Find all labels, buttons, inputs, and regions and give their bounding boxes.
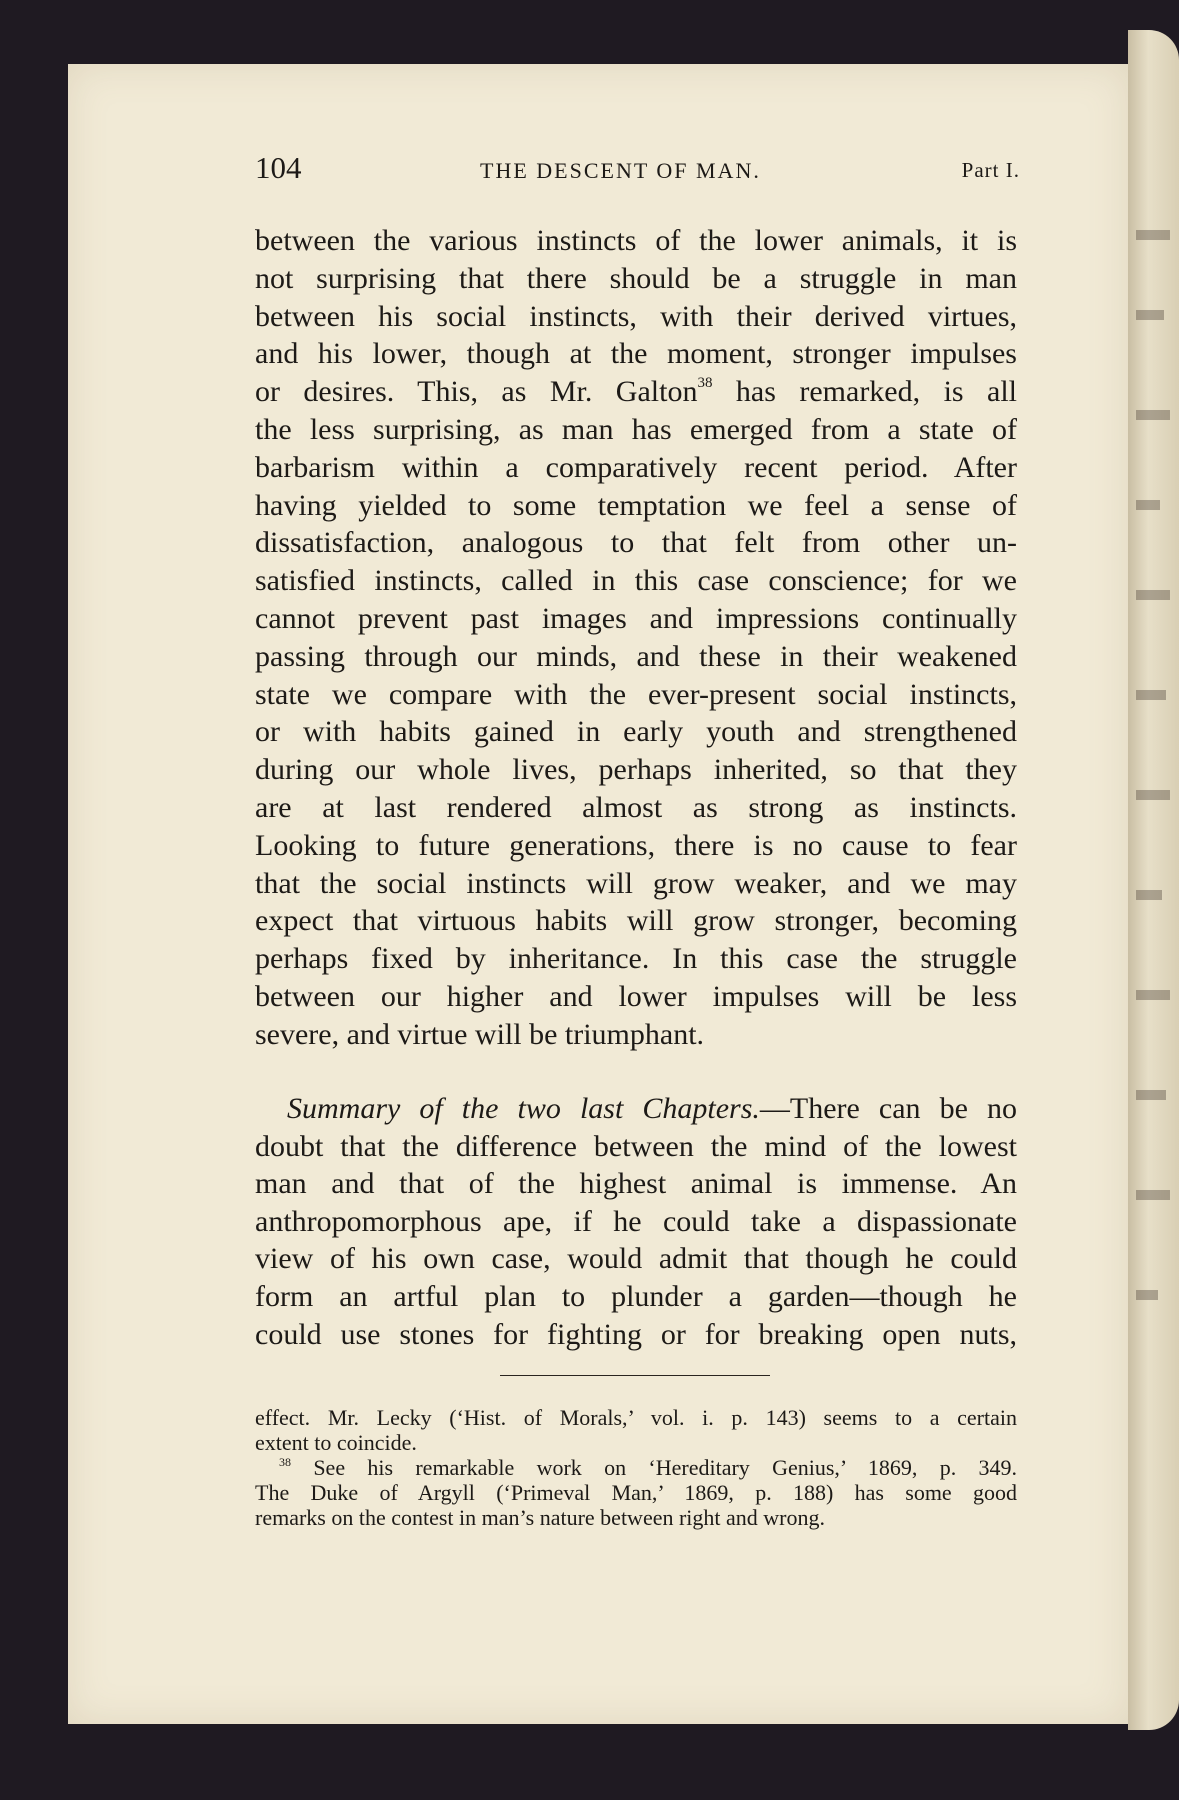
text-line: that the social instincts will grow weaker, and we may — [255, 866, 1017, 900]
text-line: satisfied instincts, called in this case conscience; for we — [255, 564, 1017, 598]
page-header — [190, 90, 1020, 185]
footnote-38-first-line — [255, 1455, 1017, 1480]
footnote-line: effect. Mr. Lecky (‘Hist. of Morals,’ vol. i. p. 143) seems to a certain — [255, 1405, 1017, 1430]
text-line: between his social instincts, with their derived virtues, — [255, 299, 1017, 333]
text-line: perhaps fixed by inheritance. In this case the struggle — [255, 942, 1017, 976]
text-line: view of his own case, would admit that though he could — [255, 1242, 1017, 1276]
text-fragment: See his remarkable work on ‘Hereditary Genius,’ 1869, p. 349. — [313, 1455, 1018, 1480]
text-line: expect that virtuous habits will grow stronger, becoming — [255, 904, 1017, 938]
text-fragment: —There can be no — [759, 1092, 1017, 1125]
text-line-galton — [255, 373, 1017, 411]
text-line: between our higher and lower impulses will be less — [255, 979, 1017, 1013]
footnote-line: The Duke of Argyll (‘Primeval Man,’ 1869, p. 188) has some good — [255, 1480, 1017, 1505]
footnote-divider — [500, 1375, 770, 1376]
text-fragment: or desires. This, as Mr. Galton — [255, 375, 698, 409]
text-line: Looking to future generations, there is no cause to fear — [255, 828, 1017, 862]
footnote-line: extent to coincide. — [255, 1430, 417, 1455]
text-line: cannot prevent past images and impressions continually — [255, 601, 1017, 635]
summary-paragraph — [255, 1090, 1017, 1353]
text-line: having yielded to some temptation we feel a sense of — [255, 488, 1017, 522]
part-label: Part I. — [961, 158, 1020, 182]
text-line: state we compare with the ever-present social instincts, — [255, 677, 1017, 711]
text-line: between the various instincts of the lower animals, it is — [255, 224, 1017, 257]
running-title: THE DESCENT OF MAN. — [480, 158, 761, 183]
text-line: severe, and virtue will be triumphant. — [255, 1017, 705, 1051]
text-line: the less surprising, as man has emerged from a state of — [255, 412, 1017, 446]
footnotes — [255, 1405, 1017, 1530]
text-line: not surprising that there should be a struggle in man — [255, 261, 1017, 295]
text-line: anthropomorphous ape, if he could take a dispassionate — [255, 1204, 1017, 1238]
summary-heading: Summary of the two last Chapters. — [287, 1092, 760, 1125]
text-line: dissatisfaction, analogous to that felt from other un- — [255, 526, 1017, 560]
body-paragraph — [255, 222, 1017, 1054]
footnote-ref-38: 38 — [697, 375, 713, 392]
page-number: 104 — [255, 150, 302, 185]
summary-first-line — [255, 1090, 1017, 1128]
text-line: during our whole lives, perhaps inherited, so that they — [255, 753, 1017, 787]
text-line: could use stones for fighting or for breaking open nuts, — [255, 1317, 1017, 1351]
text-line: passing through our minds, and these in their weakened — [255, 639, 1017, 673]
text-line: doubt that the difference between the mind of the lowest — [255, 1129, 1017, 1163]
text-line: barbarism within a comparatively recent period. After — [255, 450, 1017, 484]
text-line: form an artful plan to plunder a garden—though he — [255, 1279, 1017, 1313]
text-fragment: has remarked, is all — [735, 375, 1018, 409]
adjacent-page-edge — [1128, 30, 1179, 1730]
text-line: or with habits gained in early youth and strengthened — [255, 715, 1017, 749]
text-line: and his lower, though at the moment, stronger impulses — [255, 337, 1017, 371]
text-line: are at last rendered almost as strong as instincts. — [255, 790, 1017, 824]
footnote-line: remarks on the contest in man’s nature between right and wrong. — [255, 1505, 826, 1530]
footnote-mark-38: 38 — [279, 1455, 291, 1469]
text-line: man and that of the highest animal is immense. An — [255, 1167, 1017, 1201]
